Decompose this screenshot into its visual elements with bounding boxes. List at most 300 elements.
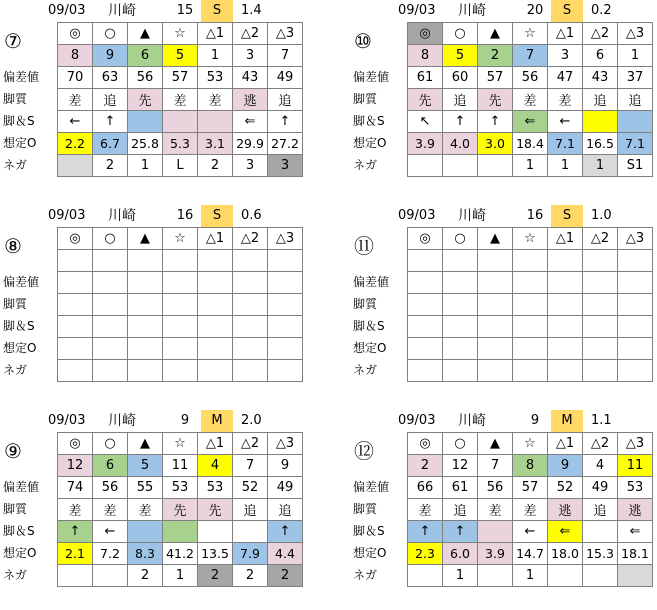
race-venue: 川崎 <box>458 413 486 429</box>
arrows-cell: ← <box>513 521 548 543</box>
hensachi-cell: 53 <box>618 477 653 499</box>
numbers-cell: 8 <box>513 455 548 477</box>
hensachi-cell: 74 <box>58 477 93 499</box>
numbers-cell: 9 <box>548 455 583 477</box>
row-label-hensachi: 偏差値 <box>3 275 40 289</box>
marks-cell: ☆ <box>163 23 198 45</box>
grid-row-numbers <box>58 45 303 67</box>
row-label-kyakushitsu: 脚質 <box>3 502 28 516</box>
marks-cell: ☆ <box>513 228 548 250</box>
race-date: 09/03 <box>48 3 86 18</box>
row-label-soutei: 想定O <box>353 136 387 150</box>
marks-cell: ○ <box>443 228 478 250</box>
numbers-cell: 12 <box>443 455 478 477</box>
arrows-cell <box>618 111 653 133</box>
hensachi-cell: 57 <box>478 67 513 89</box>
arrows-cell: ↖ <box>408 111 443 133</box>
numbers-cell <box>478 250 513 272</box>
numbers-cell: 6 <box>128 45 163 67</box>
numbers-cell: 4 <box>198 455 233 477</box>
arrows-cell <box>128 316 163 338</box>
soutei-cell <box>163 338 198 360</box>
style-cell <box>443 294 478 316</box>
grid-row-style <box>408 89 653 111</box>
grid-row-style <box>408 294 653 316</box>
grid-row-numbers <box>58 250 303 272</box>
nega-cell <box>513 360 548 382</box>
race-venue: 川崎 <box>108 3 136 19</box>
hensachi-cell <box>268 272 303 294</box>
marks-cell: △2 <box>583 23 618 45</box>
grid-row-hensachi <box>58 272 303 294</box>
soutei-cell: 2.1 <box>58 543 93 565</box>
numbers-cell <box>408 250 443 272</box>
prediction-grid <box>407 22 653 177</box>
grid-row-marks <box>408 228 653 250</box>
hensachi-cell: 56 <box>513 67 548 89</box>
style-cell: 逃 <box>233 89 268 111</box>
row-label-soutei: 想定O <box>3 341 37 355</box>
marks-cell: ☆ <box>513 433 548 455</box>
soutei-cell <box>618 338 653 360</box>
race-venue: 川崎 <box>458 208 486 224</box>
numbers-cell <box>548 250 583 272</box>
row-label-nega: ネガ <box>3 158 28 172</box>
numbers-cell <box>198 250 233 272</box>
numbers-cell: 5 <box>163 45 198 67</box>
arrows-cell: ← <box>548 111 583 133</box>
grid-row-style <box>58 294 303 316</box>
arrows-cell: ⇐ <box>548 521 583 543</box>
row-label-nega: ネガ <box>353 363 378 377</box>
panel-race-9 <box>0 410 305 610</box>
row-label-ashi_s: 脚＆S <box>353 114 385 128</box>
arrows-cell <box>198 521 233 543</box>
arrows-cell: ↑ <box>93 111 128 133</box>
nega-cell: 1 <box>163 565 198 587</box>
soutei-cell: 2.3 <box>408 543 443 565</box>
race-distance: 15 <box>176 3 194 18</box>
row-label-hensachi: 偏差値 <box>353 70 390 84</box>
soutei-cell: 15.3 <box>583 543 618 565</box>
style-cell: 差 <box>163 89 198 111</box>
style-cell <box>233 294 268 316</box>
race-odds: 2.0 <box>241 413 262 428</box>
soutei-cell <box>268 338 303 360</box>
row-label-ashi_s: 脚＆S <box>353 524 385 538</box>
row-label-ashi_s: 脚＆S <box>3 524 35 538</box>
race-venue: 川崎 <box>108 208 136 224</box>
track-condition-badge: M <box>201 410 233 432</box>
marks-cell: ▲ <box>478 433 513 455</box>
arrows-cell: ↑ <box>268 111 303 133</box>
grid-row-soutei <box>58 543 303 565</box>
marks-cell: ☆ <box>513 23 548 45</box>
arrows-cell <box>583 521 618 543</box>
race-distance: 16 <box>526 208 544 223</box>
marks-cell: △1 <box>548 228 583 250</box>
nega-cell: 2 <box>268 565 303 587</box>
soutei-cell <box>408 338 443 360</box>
arrows-cell <box>583 316 618 338</box>
hensachi-cell <box>408 272 443 294</box>
soutei-cell: 27.2 <box>268 133 303 155</box>
arrows-cell <box>128 521 163 543</box>
marks-cell: ○ <box>93 23 128 45</box>
style-cell: 追 <box>93 89 128 111</box>
marks-cell: △1 <box>548 23 583 45</box>
row-label-soutei: 想定O <box>353 341 387 355</box>
soutei-cell: 4.0 <box>443 133 478 155</box>
marks-cell: △2 <box>583 433 618 455</box>
arrows-cell: ⇐ <box>618 521 653 543</box>
row-label-hensachi: 偏差値 <box>353 480 390 494</box>
style-cell: 先 <box>163 499 198 521</box>
race-date: 09/03 <box>398 413 436 428</box>
marks-cell: ▲ <box>478 228 513 250</box>
style-cell <box>408 294 443 316</box>
nega-cell <box>93 565 128 587</box>
hensachi-cell <box>618 272 653 294</box>
arrows-cell: ↑ <box>58 521 93 543</box>
numbers-cell <box>513 250 548 272</box>
arrows-cell: ⇐ <box>233 111 268 133</box>
arrows-cell: ↑ <box>443 111 478 133</box>
track-condition-badge: S <box>551 205 583 227</box>
style-cell: 追 <box>583 499 618 521</box>
arrows-cell <box>163 521 198 543</box>
grid-row-arrows <box>408 316 653 338</box>
row-label-ashi_s: 脚＆S <box>3 114 35 128</box>
soutei-cell: 7.1 <box>618 133 653 155</box>
numbers-cell: 1 <box>618 45 653 67</box>
hensachi-cell <box>58 272 93 294</box>
arrows-cell <box>198 111 233 133</box>
grid-row-arrows <box>58 521 303 543</box>
hensachi-cell: 63 <box>93 67 128 89</box>
race-date: 09/03 <box>48 413 86 428</box>
style-cell <box>58 294 93 316</box>
prediction-grid <box>57 22 303 177</box>
style-cell: 先 <box>478 89 513 111</box>
style-cell: 差 <box>58 89 93 111</box>
arrows-cell: ↑ <box>408 521 443 543</box>
row-label-ashi_s: 脚＆S <box>353 319 385 333</box>
numbers-cell: 1 <box>198 45 233 67</box>
marks-cell: ◎ <box>408 228 443 250</box>
prediction-grid <box>407 432 653 587</box>
row-label-hensachi: 偏差値 <box>353 275 390 289</box>
nega-cell: 2 <box>233 565 268 587</box>
marks-cell: △2 <box>233 433 268 455</box>
grid-row-marks <box>408 23 653 45</box>
panel-race-7 <box>0 0 305 200</box>
nega-cell <box>198 360 233 382</box>
soutei-cell <box>233 338 268 360</box>
hensachi-cell <box>583 272 618 294</box>
style-cell <box>618 294 653 316</box>
marks-cell: △3 <box>268 228 303 250</box>
arrows-cell <box>478 521 513 543</box>
nega-cell: 1 <box>128 155 163 177</box>
style-cell: 差 <box>93 499 128 521</box>
soutei-cell: 16.5 <box>583 133 618 155</box>
soutei-cell: 7.1 <box>548 133 583 155</box>
hensachi-cell: 61 <box>443 477 478 499</box>
arrows-cell <box>268 316 303 338</box>
prediction-grid <box>57 432 303 587</box>
style-cell: 差 <box>198 89 233 111</box>
soutei-cell: 2.2 <box>58 133 93 155</box>
grid-row-soutei <box>408 543 653 565</box>
marks-cell: △2 <box>233 228 268 250</box>
nega-cell <box>408 360 443 382</box>
race-header <box>350 0 655 22</box>
style-cell: 追 <box>583 89 618 111</box>
hensachi-cell <box>93 272 128 294</box>
soutei-cell: 18.1 <box>618 543 653 565</box>
hensachi-cell: 52 <box>233 477 268 499</box>
style-cell: 追 <box>268 89 303 111</box>
nega-cell <box>233 360 268 382</box>
race-header <box>0 205 305 227</box>
panel-race-12 <box>350 410 655 610</box>
arrows-cell <box>583 111 618 133</box>
soutei-cell: 13.5 <box>198 543 233 565</box>
style-cell: 差 <box>408 499 443 521</box>
hensachi-cell: 47 <box>548 67 583 89</box>
grid-row-nega <box>408 565 653 587</box>
nega-cell: 2 <box>198 565 233 587</box>
style-cell <box>548 294 583 316</box>
nega-cell <box>583 360 618 382</box>
marks-cell: ○ <box>93 228 128 250</box>
row-label-hensachi: 偏差値 <box>3 70 40 84</box>
race-distance: 9 <box>180 413 190 428</box>
numbers-cell: 2 <box>408 455 443 477</box>
marks-cell: ▲ <box>128 228 163 250</box>
arrows-cell <box>548 316 583 338</box>
soutei-cell: 7.9 <box>233 543 268 565</box>
grid-row-soutei <box>58 133 303 155</box>
style-cell: 先 <box>408 89 443 111</box>
grid-row-style <box>58 89 303 111</box>
nega-cell: 1 <box>583 155 618 177</box>
track-condition-badge: S <box>201 205 233 227</box>
nega-cell: 1 <box>513 565 548 587</box>
grid-row-soutei <box>408 338 653 360</box>
marks-cell: ▲ <box>128 23 163 45</box>
hensachi-cell: 53 <box>198 477 233 499</box>
row-label-kyakushitsu: 脚質 <box>3 92 28 106</box>
soutei-cell: 14.7 <box>513 543 548 565</box>
race-header <box>0 0 305 22</box>
arrows-cell <box>58 316 93 338</box>
nega-cell <box>408 155 443 177</box>
marks-cell: △3 <box>618 228 653 250</box>
race-header <box>350 205 655 227</box>
hensachi-cell: 60 <box>443 67 478 89</box>
grid-row-arrows <box>58 111 303 133</box>
nega-cell: 3 <box>233 155 268 177</box>
hensachi-cell <box>548 272 583 294</box>
numbers-cell <box>233 250 268 272</box>
nega-cell <box>618 360 653 382</box>
numbers-cell: 7 <box>233 455 268 477</box>
arrows-cell <box>513 316 548 338</box>
soutei-cell: 3.1 <box>198 133 233 155</box>
marks-cell: ▲ <box>128 433 163 455</box>
marks-cell: △3 <box>268 433 303 455</box>
hensachi-cell <box>233 272 268 294</box>
race-venue: 川崎 <box>458 3 486 19</box>
marks-cell: ☆ <box>163 433 198 455</box>
soutei-cell <box>128 338 163 360</box>
hensachi-cell: 49 <box>583 477 618 499</box>
arrows-cell: ↑ <box>268 521 303 543</box>
grid-row-soutei <box>58 338 303 360</box>
hensachi-cell <box>443 272 478 294</box>
style-cell: 差 <box>548 89 583 111</box>
numbers-cell: 7 <box>268 45 303 67</box>
style-cell <box>583 294 618 316</box>
prediction-grid <box>407 227 653 382</box>
soutei-cell: 7.2 <box>93 543 128 565</box>
numbers-cell: 6 <box>93 455 128 477</box>
arrows-cell: ↑ <box>478 111 513 133</box>
race-venue: 川崎 <box>108 413 136 429</box>
soutei-cell <box>548 338 583 360</box>
soutei-cell: 8.3 <box>128 543 163 565</box>
race-date: 09/03 <box>398 3 436 18</box>
hensachi-cell: 53 <box>198 67 233 89</box>
race-odds: 0.2 <box>591 3 612 18</box>
nega-cell: 2 <box>93 155 128 177</box>
hensachi-cell: 53 <box>163 477 198 499</box>
arrows-cell <box>93 316 128 338</box>
race-number: ⑨ <box>4 439 22 463</box>
nega-cell <box>163 360 198 382</box>
hensachi-cell: 56 <box>93 477 128 499</box>
numbers-cell: 9 <box>268 455 303 477</box>
row-label-nega: ネガ <box>353 158 378 172</box>
marks-cell: △3 <box>618 433 653 455</box>
nega-cell <box>58 155 93 177</box>
grid-row-numbers <box>408 250 653 272</box>
soutei-cell: 18.0 <box>548 543 583 565</box>
arrows-cell <box>163 111 198 133</box>
marks-cell: △3 <box>618 23 653 45</box>
marks-cell: △1 <box>198 23 233 45</box>
race-number: ⑦ <box>4 29 22 53</box>
track-condition-badge: S <box>551 0 583 22</box>
hensachi-cell <box>128 272 163 294</box>
soutei-cell <box>513 338 548 360</box>
nega-cell <box>443 155 478 177</box>
marks-cell: △1 <box>548 433 583 455</box>
arrows-cell: ⇐ <box>513 111 548 133</box>
numbers-cell <box>58 250 93 272</box>
hensachi-cell: 55 <box>128 477 163 499</box>
race-header <box>0 410 305 432</box>
marks-cell: ◎ <box>58 433 93 455</box>
marks-cell: ▲ <box>478 23 513 45</box>
numbers-cell <box>128 250 163 272</box>
arrows-cell: ← <box>58 111 93 133</box>
numbers-cell: 8 <box>58 45 93 67</box>
nega-cell <box>478 565 513 587</box>
marks-cell: ◎ <box>408 433 443 455</box>
soutei-cell <box>583 338 618 360</box>
hensachi-cell <box>478 272 513 294</box>
arrows-cell <box>478 316 513 338</box>
race-number: ⑫ <box>354 439 374 463</box>
numbers-cell <box>618 250 653 272</box>
row-label-nega: ネガ <box>353 568 378 582</box>
hensachi-cell: 57 <box>163 67 198 89</box>
soutei-cell: 6.7 <box>93 133 128 155</box>
marks-cell: △3 <box>268 23 303 45</box>
marks-cell: ◎ <box>408 23 443 45</box>
row-label-kyakushitsu: 脚質 <box>3 297 28 311</box>
style-cell: 差 <box>513 499 548 521</box>
grid-row-nega <box>408 155 653 177</box>
style-cell: 追 <box>268 499 303 521</box>
soutei-cell: 41.2 <box>163 543 198 565</box>
style-cell: 追 <box>233 499 268 521</box>
style-cell <box>513 294 548 316</box>
race-number: ⑪ <box>354 234 374 258</box>
nega-cell <box>478 360 513 382</box>
hensachi-cell: 70 <box>58 67 93 89</box>
nega-cell <box>478 155 513 177</box>
nega-cell <box>583 565 618 587</box>
style-cell: 追 <box>618 89 653 111</box>
race-odds: 0.6 <box>241 208 262 223</box>
nega-cell <box>548 360 583 382</box>
arrows-cell <box>128 111 163 133</box>
hensachi-cell: 49 <box>268 67 303 89</box>
panel-race-11 <box>350 205 655 405</box>
hensachi-cell: 49 <box>268 477 303 499</box>
numbers-cell: 11 <box>163 455 198 477</box>
numbers-cell <box>163 250 198 272</box>
numbers-cell: 7 <box>513 45 548 67</box>
nega-cell <box>408 565 443 587</box>
grid-row-hensachi <box>408 67 653 89</box>
style-cell: 差 <box>478 499 513 521</box>
hensachi-cell <box>163 272 198 294</box>
style-cell: 差 <box>513 89 548 111</box>
row-label-kyakushitsu: 脚質 <box>353 297 378 311</box>
style-cell: 逃 <box>548 499 583 521</box>
numbers-cell <box>268 250 303 272</box>
marks-cell: △2 <box>233 23 268 45</box>
nega-cell: 1 <box>513 155 548 177</box>
style-cell: 先 <box>198 499 233 521</box>
nega-cell <box>58 565 93 587</box>
hensachi-cell: 56 <box>478 477 513 499</box>
grid-row-numbers <box>408 455 653 477</box>
grid-row-numbers <box>58 455 303 477</box>
hensachi-cell: 66 <box>408 477 443 499</box>
numbers-cell: 5 <box>128 455 163 477</box>
marks-cell: ○ <box>443 433 478 455</box>
row-label-hensachi: 偏差値 <box>3 480 40 494</box>
nega-cell: 3 <box>268 155 303 177</box>
numbers-cell: 12 <box>58 455 93 477</box>
race-distance: 16 <box>176 208 194 223</box>
